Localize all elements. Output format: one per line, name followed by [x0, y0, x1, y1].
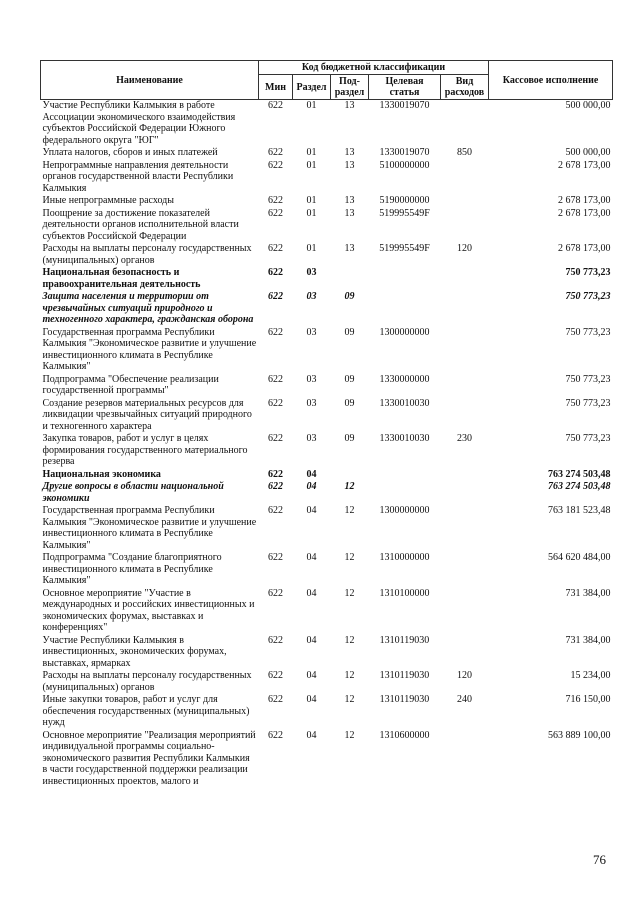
row-name: Защита населения и территории от чрезвычайных ситуаций природного и техногенного характера, гражданская оборона [42, 291, 254, 325]
row-razdel: 01 [306, 195, 317, 206]
page-number: 76 [593, 852, 606, 867]
row-name: Расходы на выплаты персоналу государственных (муниципальных) органов [42, 670, 252, 693]
row-name: Подпрограмма "Создание благоприятного инвестиционного климата в Республике Калмыкия" [42, 552, 222, 586]
row-amount: 500 000,00 [565, 147, 611, 158]
row-target: 1310119030 [379, 634, 430, 646]
row-target: 1310119030 [379, 694, 430, 705]
row-target: 519995549F [379, 243, 430, 254]
row-podrazdel: 13 [344, 159, 355, 171]
row-razdel: 04 [306, 468, 317, 480]
row-amount: 2 678 173,00 [558, 159, 611, 171]
row-name: Подпрограмма "Обеспечение реализации государственной программы" [42, 373, 219, 396]
row-amount: 750 773,23 [565, 433, 611, 444]
row-vid [441, 208, 489, 244]
row-vid: 120 [457, 670, 473, 681]
row-min: 622 [268, 159, 283, 171]
row-target: 1310000000 [379, 552, 430, 563]
row-vid [441, 505, 489, 552]
row-amount: 750 773,23 [565, 291, 611, 302]
row-amount: 750 773,23 [565, 397, 611, 409]
row-min: 622 [268, 267, 283, 278]
row-podrazdel: 13 [344, 100, 355, 111]
row-min: 622 [268, 552, 283, 563]
row-target: 1330010030 [379, 397, 430, 409]
row-podrazdel: 12 [344, 729, 355, 741]
row-name: Расходы на выплаты персоналу государственных (муниципальных) органов [42, 243, 252, 266]
row-name: Непрограммные направления деятельности органов государственной власти Республики Калмыкия [42, 159, 234, 194]
row-podrazdel: 09 [344, 291, 355, 302]
row-vid [441, 588, 489, 635]
row-razdel: 03 [306, 433, 317, 444]
row-min: 622 [268, 100, 283, 111]
row-target [369, 267, 441, 291]
row-name: Государственная программа Республики Калмыкия "Экономическое развитие и улучшение инвестиционного климата в Республике Калмыкия" [42, 326, 257, 372]
table-row [41, 433, 613, 469]
table-row [41, 243, 613, 267]
row-razdel: 01 [306, 207, 317, 219]
table-row [41, 208, 613, 244]
row-amount: 15 234,00 [570, 670, 611, 681]
row-podrazdel: 13 [344, 195, 355, 206]
row-min: 622 [268, 505, 283, 516]
row-min: 622 [268, 397, 283, 409]
row-razdel: 04 [306, 694, 317, 705]
row-amount: 763 274 503,48 [548, 468, 611, 480]
row-min: 622 [268, 694, 283, 705]
row-amount: 731 384,00 [565, 634, 611, 646]
table-row [41, 469, 613, 482]
row-name: Национальная экономика [42, 468, 161, 480]
row-amount: 500 000,00 [565, 100, 611, 111]
row-razdel: 03 [306, 373, 317, 385]
row-min: 622 [268, 468, 283, 480]
row-podrazdel: 12 [344, 505, 355, 516]
row-min: 622 [268, 243, 283, 254]
row-razdel: 01 [306, 243, 317, 254]
table-row [41, 481, 613, 505]
row-amount: 716 150,00 [565, 694, 611, 705]
row-name: Основное мероприятие "Участие в международных и российских инвестиционных и экономических форумах, выставках и конференциях" [42, 587, 255, 633]
table-row [41, 147, 613, 160]
table-header [41, 61, 613, 100]
header-name: Наименование [41, 61, 259, 100]
table-row [41, 670, 613, 694]
row-razdel: 04 [306, 670, 317, 681]
header-podrazdel: Под-раздел [331, 75, 369, 100]
row-target: 1300000000 [379, 505, 430, 516]
table-row [41, 635, 613, 671]
row-name: Национальная безопасность и правоохранительная деятельность [42, 267, 201, 290]
row-amount: 2 678 173,00 [558, 207, 611, 219]
row-vid: 120 [457, 243, 473, 254]
row-podrazdel [331, 469, 369, 482]
row-vid [441, 635, 489, 671]
row-razdel: 04 [306, 481, 317, 492]
row-name: Поощрение за достижение показателей деятельности органов исполнительной власти субъектов Российской Федерации [42, 207, 239, 242]
header-code-group: Код бюджетной классификации [259, 61, 489, 75]
row-vid [441, 327, 489, 374]
row-podrazdel: 09 [344, 326, 355, 338]
row-min: 622 [268, 373, 283, 385]
row-podrazdel: 12 [344, 587, 355, 599]
row-vid [441, 267, 489, 291]
row-min: 622 [268, 729, 283, 741]
row-podrazdel: 12 [344, 670, 355, 681]
table-row [41, 267, 613, 291]
row-razdel: 01 [306, 100, 317, 111]
row-vid: 240 [457, 694, 473, 705]
row-name: Государственная программа Республики Калмыкия "Экономическое развитие и улучшение инвестиционного климата в Республике Калмыкия" [42, 505, 257, 551]
row-name: Иные непрограммные расходы [42, 195, 174, 206]
row-vid: 230 [457, 433, 473, 444]
table-body [41, 100, 613, 789]
row-razdel: 04 [306, 505, 317, 516]
row-name: Закупка товаров, работ и услуг в целях формирования государственного материального резерва [42, 433, 248, 467]
row-razdel: 03 [306, 397, 317, 409]
row-name: Уплата налогов, сборов и иных платежей [42, 147, 218, 158]
row-vid [441, 374, 489, 398]
row-podrazdel: 12 [344, 634, 355, 646]
row-target: 519995549F [379, 207, 430, 219]
row-vid [441, 552, 489, 588]
table-row [41, 100, 613, 148]
row-vid [441, 398, 489, 434]
table-row [41, 505, 613, 552]
row-target: 1310119030 [379, 670, 430, 681]
row-vid [441, 469, 489, 482]
row-podrazdel [331, 267, 369, 291]
row-min: 622 [268, 195, 283, 206]
header-target: Целевая статья [369, 75, 441, 100]
row-podrazdel: 09 [344, 433, 355, 444]
row-amount: 564 620 484,00 [548, 552, 611, 563]
row-target: 1310100000 [379, 587, 430, 599]
row-vid [441, 481, 489, 505]
row-razdel: 03 [306, 291, 317, 302]
budget-table [40, 60, 613, 788]
row-razdel: 04 [306, 634, 317, 646]
row-podrazdel: 13 [344, 207, 355, 219]
row-name: Основное мероприятие "Реализация мероприятий индивидуальной программы социально-экономического развития Республики Калмыкия в части государственной поддержки реализации инвестиционных проектов, малого и [42, 729, 256, 787]
table-row [41, 195, 613, 208]
row-amount: 563 889 100,00 [548, 729, 611, 741]
row-name: Создание резервов материальных ресурсов для ликвидации чрезвычайных ситуаций природного и техногенного характера [42, 397, 252, 432]
row-amount: 763 181 523,48 [548, 505, 611, 516]
header-amount: Кассовое исполнение [489, 61, 613, 100]
row-razdel: 03 [306, 267, 317, 278]
row-podrazdel: 12 [344, 481, 355, 492]
table-row [41, 398, 613, 434]
row-min: 622 [268, 147, 283, 158]
row-vid [441, 160, 489, 196]
row-razdel: 04 [306, 587, 317, 599]
header-min: Мин [259, 75, 293, 100]
row-target [369, 291, 441, 327]
row-amount: 2 678 173,00 [558, 195, 611, 206]
row-vid [441, 730, 489, 789]
row-min: 622 [268, 481, 283, 492]
row-podrazdel: 09 [344, 373, 355, 385]
row-razdel: 01 [306, 159, 317, 171]
row-amount: 2 678 173,00 [558, 243, 611, 254]
row-razdel: 04 [306, 552, 317, 563]
row-target: 5190000000 [379, 195, 430, 206]
row-min: 622 [268, 207, 283, 219]
table-row [41, 291, 613, 327]
row-vid: 850 [457, 147, 473, 158]
row-podrazdel: 09 [344, 397, 355, 409]
row-razdel: 03 [306, 326, 317, 338]
table-row [41, 374, 613, 398]
row-target: 1310600000 [379, 729, 430, 741]
row-target [369, 481, 441, 505]
table-row [41, 552, 613, 588]
row-target: 1330019070 [379, 100, 430, 111]
row-amount: 750 773,23 [565, 267, 611, 278]
row-name: Другие вопросы в области национальной экономики [42, 481, 224, 504]
row-min: 622 [268, 291, 283, 302]
row-target: 5100000000 [379, 159, 430, 171]
row-min: 622 [268, 634, 283, 646]
row-vid [441, 291, 489, 327]
row-min: 622 [268, 326, 283, 338]
header-razdel: Раздел [293, 75, 331, 100]
row-target: 1330010030 [379, 433, 430, 444]
row-name: Участие Республики Калмыкия в инвестиционных, экономических форумах, выставках, ярмарках [42, 634, 227, 669]
row-amount: 763 274 503,48 [548, 481, 611, 492]
row-vid [441, 195, 489, 208]
row-min: 622 [268, 433, 283, 444]
document-page [40, 60, 612, 788]
row-amount: 731 384,00 [565, 587, 611, 599]
table-row [41, 160, 613, 196]
row-target: 1330019070 [379, 147, 430, 158]
row-razdel: 04 [306, 729, 317, 741]
row-target: 1300000000 [379, 326, 430, 338]
row-razdel: 01 [306, 147, 317, 158]
row-podrazdel: 13 [344, 147, 355, 158]
table-row [41, 327, 613, 374]
header-vid: Вид расходов [441, 75, 489, 100]
row-podrazdel: 12 [344, 552, 355, 563]
row-name: Иные закупки товаров, работ и услуг для обеспечения государственных (муниципальных) нужд [42, 694, 250, 728]
row-podrazdel: 13 [344, 243, 355, 254]
row-podrazdel: 12 [344, 694, 355, 705]
row-name: Участие Республики Калмыкия в работе Ассоциации экономического взаимодействия субъектов Российской Федерации Южного федерального округа "ЮГ" [42, 100, 236, 146]
row-amount: 750 773,23 [565, 326, 611, 338]
table-row [41, 588, 613, 635]
row-vid [441, 100, 489, 148]
row-target [369, 469, 441, 482]
row-amount: 750 773,23 [565, 373, 611, 385]
table-row [41, 694, 613, 730]
row-min: 622 [268, 670, 283, 681]
row-target: 1330000000 [379, 373, 430, 385]
table-row [41, 730, 613, 789]
row-min: 622 [268, 587, 283, 599]
